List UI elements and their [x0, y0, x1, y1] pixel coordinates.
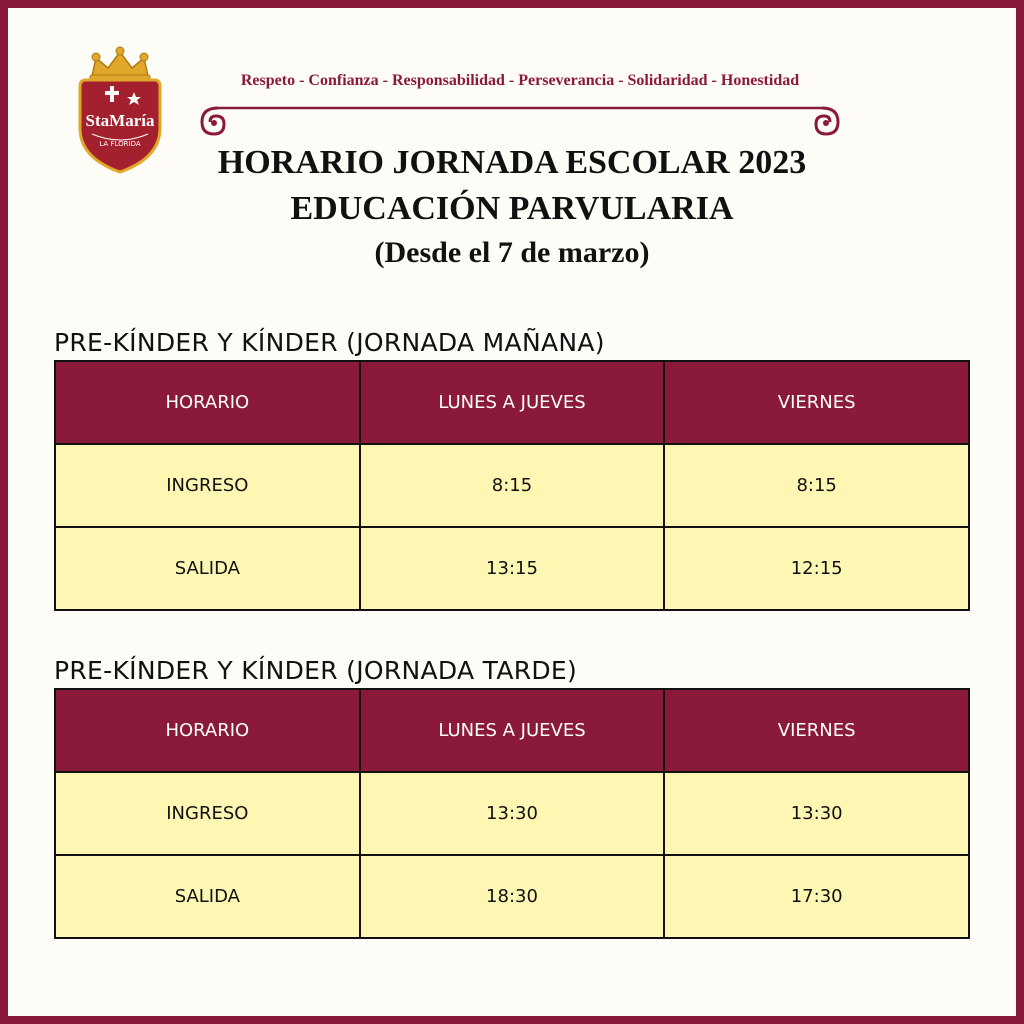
school-values-line: Respeto - Confianza - Responsabilidad - Perseverancia - Solidaridad - Honestidad: [240, 72, 800, 89]
column-header: VIERNES: [664, 689, 969, 772]
column-header: VIERNES: [664, 361, 969, 444]
page: [8, 8, 1016, 1016]
time-cell: 13:15: [360, 527, 665, 610]
logo-subtitle: LA FLORIDA: [99, 140, 141, 148]
column-header: LUNES A JUEVES: [360, 361, 665, 444]
time-cell: 8:15: [664, 444, 969, 527]
decorative-scroll-divider: [188, 100, 852, 140]
logo-name: StaMaría: [85, 111, 155, 130]
start-date-note: (Desde el 7 de marzo): [374, 236, 650, 269]
column-header: LUNES A JUEVES: [360, 689, 665, 772]
time-cell: 17:30: [664, 855, 969, 938]
morning-schedule-table: [54, 360, 970, 611]
time-cell: 12:15: [664, 527, 969, 610]
page-subtitle: EDUCACIÓN PARVULARIA: [290, 190, 734, 227]
time-cell: 13:30: [664, 772, 969, 855]
section-title-morning: PRE-KÍNDER Y KÍNDER (JORNADA MAÑANA): [54, 328, 605, 357]
row-label-cell: SALIDA: [55, 855, 360, 938]
row-label-cell: INGRESO: [55, 772, 360, 855]
table-row: [55, 527, 969, 610]
table-row: [55, 772, 969, 855]
time-cell: 18:30: [360, 855, 665, 938]
table-row: [55, 855, 969, 938]
page-title: HORARIO JORNADA ESCOLAR 2023: [217, 144, 807, 181]
table-row: [55, 444, 969, 527]
afternoon-schedule-table: [54, 688, 970, 939]
time-cell: 13:30: [360, 772, 665, 855]
column-header: HORARIO: [55, 689, 360, 772]
table-header-row: [55, 689, 969, 772]
table-header-row: [55, 361, 969, 444]
row-label-cell: INGRESO: [55, 444, 360, 527]
row-label-cell: SALIDA: [55, 527, 360, 610]
column-header: HORARIO: [55, 361, 360, 444]
section-title-afternoon: PRE-KÍNDER Y KÍNDER (JORNADA TARDE): [54, 656, 578, 685]
time-cell: 8:15: [360, 444, 665, 527]
